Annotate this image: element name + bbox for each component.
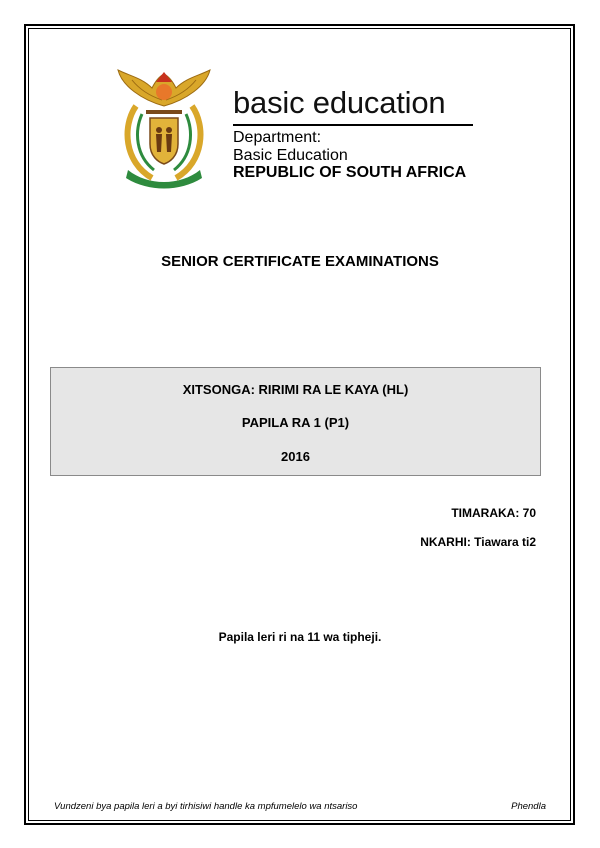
paper-number: PAPILA RA 1 (P1) xyxy=(241,415,350,430)
department-label: Department: xyxy=(233,129,322,146)
department-name: Basic Education xyxy=(233,147,348,164)
page-count-note: Papila leri ri na 11 wa tipheji. xyxy=(218,630,382,644)
exam-heading: SENIOR CERTIFICATE EXAMINATIONS xyxy=(161,253,439,270)
country-name: REPUBLIC OF SOUTH AFRICA xyxy=(233,164,467,181)
exam-year: 2016 xyxy=(281,449,310,464)
subject-title: XITSONGA: RIRIMI RA LE KAYA (HL) xyxy=(182,382,409,397)
footer-turn-over: Phendla xyxy=(511,801,546,812)
time-info: NKARHI: Tiawara ti2 xyxy=(420,535,536,549)
footer-copyright-note: Vundzeni bya papila leri a byi tirhisiwi handle ka mpfumelelo wa ntsariso xyxy=(54,801,358,812)
marks-info: TIMARAKA: 70 xyxy=(451,506,536,520)
brand-underline xyxy=(233,124,473,126)
coat-of-arms-logo xyxy=(112,66,216,192)
brand-title: basic education xyxy=(233,85,446,120)
subject-box xyxy=(50,367,541,476)
